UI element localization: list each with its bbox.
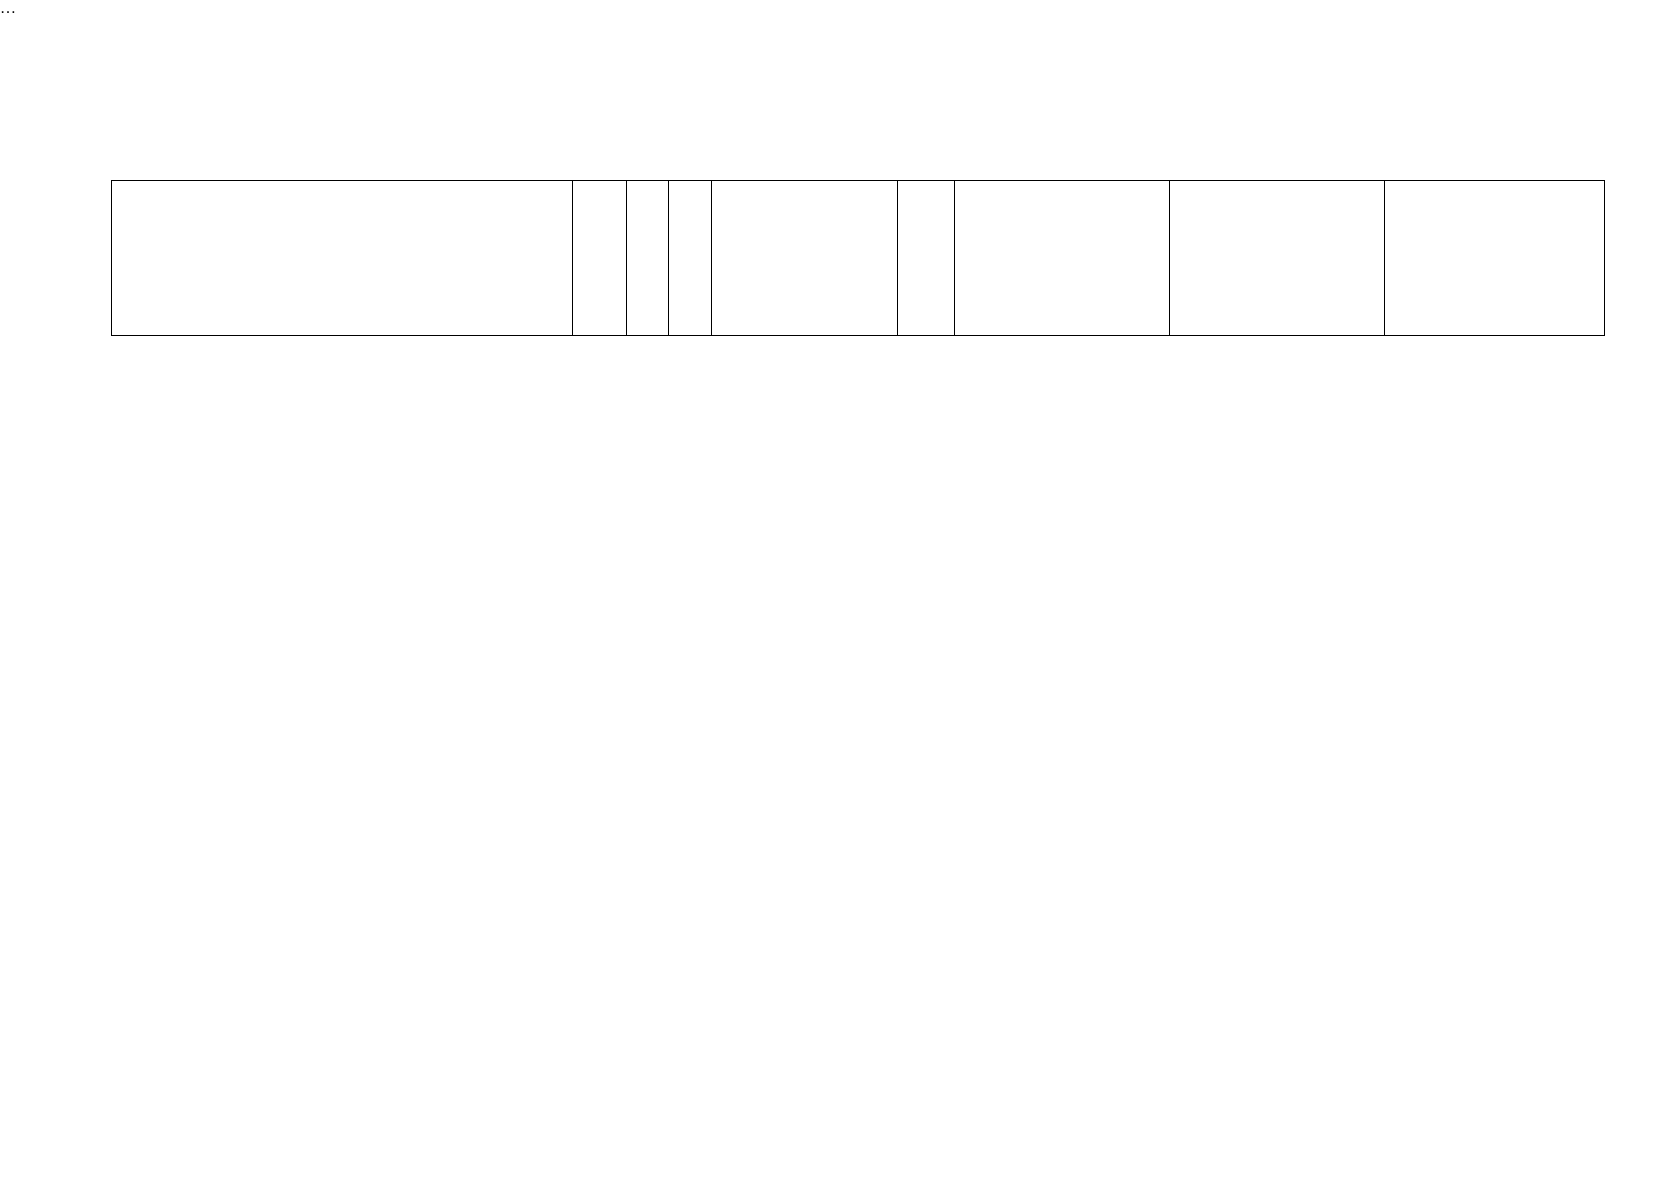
document-page: … (0, 0, 1680, 1200)
header-year-2025 (1170, 181, 1385, 336)
table-row (112, 336, 1605, 337)
header-department (573, 181, 627, 336)
header-group (898, 181, 955, 336)
row-section-cell (627, 336, 669, 337)
header-subsection (669, 181, 712, 336)
table-header (112, 181, 1605, 336)
header-year-2026 (1385, 181, 1605, 336)
row-subsection-cell (669, 336, 712, 337)
row-name-cell (112, 336, 573, 337)
header-name (112, 181, 573, 336)
table-body (112, 336, 1605, 337)
header-section (627, 181, 669, 336)
header-year-2024 (955, 181, 1170, 336)
row-department-cell (573, 336, 627, 337)
budget-table (111, 180, 1605, 336)
header-target (712, 181, 898, 336)
header-row (112, 181, 1605, 336)
